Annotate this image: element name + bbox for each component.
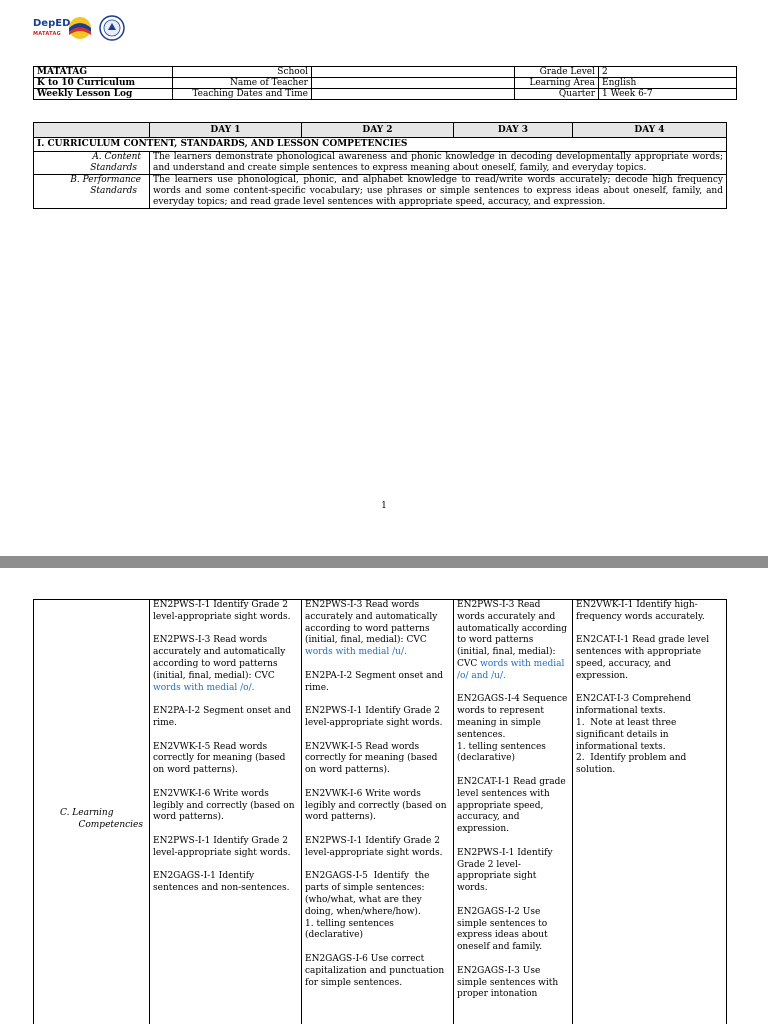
school-value[interactable] [312,67,515,78]
competency-item [305,954,450,989]
quarter-value[interactable]: 1 Week 6-7 [599,89,737,100]
dates-value[interactable] [312,89,515,100]
competency-item [153,836,298,860]
label-line: Standards [90,163,137,173]
competency-text: EN2PA-I-2 Segment onset and rime. [153,706,294,728]
performance-standards-text: The learners use phonological, phonic, and alphabet knowledge to read/write words accurately; decode high frequency words and some content-specific vocabulary; use phrases or simple sentences to express ideas about oneself, family, and everyday topics; and read grade level sentences with appropriate speed, accuracy, and expression. [150,175,727,209]
competency-item [457,907,569,954]
empty-header-cell [34,123,150,138]
competency-text: EN2PWS-I-3 Read words accurately and automatically according to word patterns (initial, final, medial): CVC [153,635,286,681]
competency-item [305,789,450,824]
competency-text: EN2PWS-I-3 Read words accurately and automatically according to word patterns (initial, final, medial): CVC [457,600,568,669]
grade-level-label: Grade Level [515,67,599,78]
competency-text: EN2PWS-I-1 Identify Grade 2 level-appropriate sight words. [305,835,443,858]
header-table [33,66,737,100]
teacher-value[interactable] [312,78,515,89]
competency-text: EN2CAT-I-1 Read grade level sentences with appropriate speed, accuracy, and expression. [457,776,569,835]
dates-label: Teaching Dates and Time [173,89,312,100]
quarter-label: Quarter [515,89,599,100]
competency-item [153,789,298,824]
deped-seal-logo [99,15,125,41]
competency-item [305,706,450,730]
competency-item [576,694,723,777]
learning-area-value[interactable]: English [599,78,737,89]
day-3-header: DAY 3 [454,123,573,138]
competency-item [457,848,569,895]
school-label: School [173,67,312,78]
competency-text: EN2CAT-I-3 Comprehend informational texts. 1. Note at least three significant details in informational texts. 2. Identify problem and solution. [576,694,692,776]
content-standards-label [34,152,150,175]
day-header-row [34,123,727,138]
teacher-label: Name of Teacher [173,78,312,89]
competency-item [305,836,450,860]
lesson-log-table [33,122,727,209]
learning-competencies-table [33,599,727,1024]
competency-text: EN2CAT-I-1 Read grade level sentences with appropriate speed, accuracy, and expression. [576,635,712,681]
competency-text: EN2GAGS-I-6 Use correct capitalization and punctuation for simple sentences. [305,953,448,988]
performance-standards-label [34,175,150,209]
competency-text: EN2GAGS-I-2 Use simple sentences to express ideas about oneself and family. [457,906,551,953]
label-line: C. Learning [60,808,114,819]
competency-item [576,635,723,682]
competency-item [153,742,298,777]
competency-item [305,671,450,695]
header-logos [33,14,125,42]
competency-highlight: words with medial /o/ and /u/. [457,658,568,681]
competency-text: EN2PWS-I-1 Identify Grade 2 level-appropriate sight words. [153,835,291,858]
competency-text: EN2VWK-I-6 Write words legibly and correctly (based on word patterns). [153,788,298,823]
competency-text: EN2PWS-I-1 Identify Grade 2 level-appropriate sight words. [457,847,556,894]
label-line: B. Performance [70,175,141,185]
header-title-line: MATATAG [34,67,173,78]
competency-text: EN2GAGS-I-4 Sequence words to represent meaning in simple sentences. 1. telling sentences (declarative) [457,694,568,764]
competency-text: EN2GAGS-I-3 Use simple sentences with proper intonation [457,965,562,1000]
competency-text: EN2PWS-I-3 Read words accurately and automatically according to word patterns (initial, final, medial): CVC [305,600,441,646]
deped-matatag-logo: DepED MATATAG [33,18,71,37]
competency-text: EN2VWK-I-1 Identify high-frequency words accurately. [576,600,705,622]
section-heading: I. CURRICULUM CONTENT, STANDARDS, AND LESSON COMPETENCIES [34,138,727,152]
label-line: Competencies [78,820,143,830]
day-2-header: DAY 2 [302,123,454,138]
competency-item [153,600,298,624]
competency-item [153,635,298,694]
competency-item [305,600,450,659]
day-1-competencies [150,600,302,1024]
competency-text: EN2VWK-I-5 Read words correctly for meaning (based on word patterns). [305,741,441,776]
competency-text: EN2PA-I-2 Segment onset and rime. [305,670,446,693]
day-1-header: DAY 1 [150,123,302,138]
day-2-competencies [302,600,454,1024]
competency-text: EN2PWS-I-1 Identify Grade 2 level-appropriate sight words. [153,600,291,622]
day-4-header: DAY 4 [573,123,727,138]
learning-competencies-label [34,600,150,1024]
competency-text: EN2VWK-I-5 Read words correctly for meaning (based on word patterns). [153,741,289,776]
competency-item [457,694,569,765]
competency-item [305,871,450,942]
grade-level-value[interactable]: 2 [599,67,737,78]
competency-highlight: words with medial /u/. [305,647,407,658]
competency-item [305,742,450,777]
label-line: A. Content [92,152,141,162]
header-title-line: Weekly Lesson Log [34,89,173,100]
competency-text: EN2GAGS-I-1 Identify sentences and non-sentences. [153,871,290,894]
competency-item [457,600,569,683]
competency-item [457,966,569,1001]
header-title-line: K to 10 Curriculum [34,78,173,89]
day-3-competencies [454,600,573,1024]
content-standards-text: The learners demonstrate phonological awareness and phonic knowledge in decoding developmentally appropriate words; and understand and create simple sentences to express meaning about oneself, family, and everyday topics. [150,152,727,175]
learning-area-label: Learning Area [515,78,599,89]
competency-text: EN2VWK-I-6 Write words legibly and correctly (based on word patterns). [305,788,450,823]
competency-highlight: words with medial /o/. [153,682,255,693]
competency-item [153,706,298,730]
label-line: Standards [90,186,137,196]
competency-text: EN2GAGS-I-5 Identify the parts of simple sentences: (who/what, what are they doing, when/where/how). 1. telling sentences (declarative) [305,871,430,941]
competency-item [457,777,569,836]
competency-item [153,871,298,895]
day-4-competencies [573,600,727,1024]
competency-text: EN2PWS-I-1 Identify Grade 2 level-appropriate sight words. [305,706,443,728]
competency-item [576,600,723,624]
page-2 [0,568,768,1024]
page-number: 1 [381,501,387,511]
